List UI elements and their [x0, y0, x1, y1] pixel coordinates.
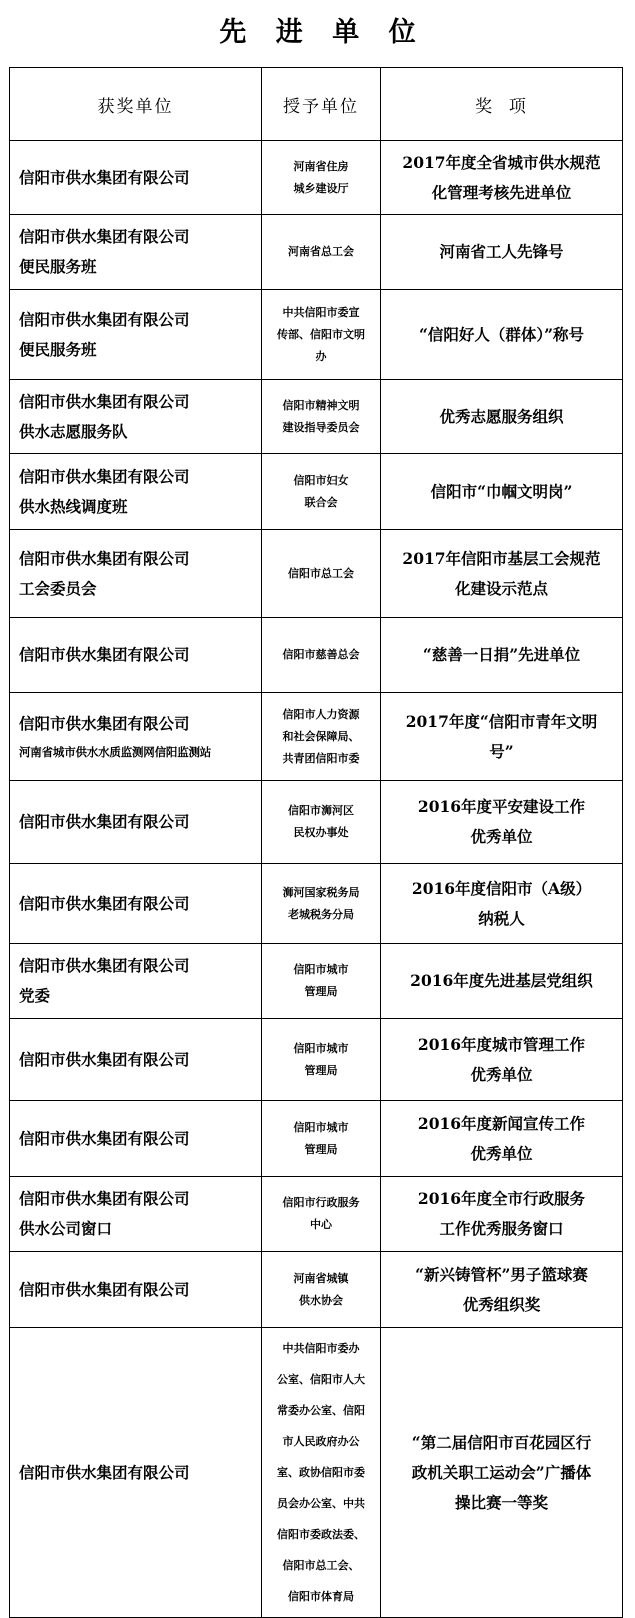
award-line: 2016年度先进基层党组织 — [410, 971, 593, 990]
award-line: 2016年度信阳市（A级） — [411, 878, 592, 898]
grantor-line: 信阳市慈善总会 — [282, 648, 360, 661]
award-line: 优秀单位 — [470, 1143, 533, 1163]
grantor-line: 信阳市妇女 — [293, 473, 349, 487]
grantor-line: 管理局 — [304, 1142, 338, 1156]
award-cell — [381, 380, 623, 454]
table-row — [10, 781, 623, 864]
table-row — [10, 693, 623, 781]
award-line: 操比赛一等奖 — [454, 1492, 548, 1512]
recipient-cell — [10, 693, 262, 781]
grantor-line: 老城税务分局 — [288, 907, 354, 921]
award-line: 2017年信阳市基层工会规范 — [402, 548, 601, 568]
award-cell — [381, 454, 623, 530]
award-cell — [381, 1101, 623, 1177]
grantor-line: 共青团信阳市委 — [282, 751, 360, 765]
grantor-line: 中心 — [310, 1218, 332, 1231]
recipient-line: 信阳市供水集团有限公司 — [19, 309, 190, 329]
table-body — [10, 141, 623, 1618]
grantor-line: 信阳市总工会 — [288, 566, 354, 580]
table-row — [10, 1252, 623, 1328]
grantor-line: 信阳市城市 — [293, 1120, 349, 1134]
recipient-line: 信阳市供水集团有限公司 — [19, 1049, 190, 1069]
grantor-line: 室、政协信阳市委 — [277, 1466, 365, 1479]
grantor-cell — [262, 1101, 381, 1177]
grantor-cell — [262, 944, 381, 1019]
award-cell — [381, 864, 623, 944]
grantor-line: 信阳市行政服务 — [282, 1196, 360, 1209]
grantor-line: 员会办公室、中共 — [277, 1497, 365, 1510]
award-line: 河南省工人先锋号 — [439, 242, 564, 261]
grantor-line: 城乡建设厅 — [293, 181, 349, 195]
award-cell — [381, 693, 623, 781]
grantor-line: 信阳市体育局 — [288, 1590, 354, 1603]
grantor-line: 河南省住房 — [293, 159, 349, 173]
table-row — [10, 141, 623, 215]
table-row — [10, 1019, 623, 1101]
award-line: 2016年度城市管理工作 — [417, 1034, 586, 1054]
award-line: 信阳市“巾帼文明岗” — [430, 481, 573, 501]
award-line: “第二届信阳市百花园区行 — [411, 1432, 592, 1452]
grantor-line: 信阳市总工会、 — [282, 1559, 360, 1572]
recipient-line: 供水志愿服务队 — [19, 421, 128, 441]
grantor-line: 管理局 — [304, 985, 338, 998]
grantor-line: 联合会 — [304, 495, 338, 509]
grantor-line: 民权办事处 — [293, 826, 349, 839]
header-award: 奖 项 — [381, 68, 623, 141]
recipient-cell — [10, 530, 262, 618]
recipient-cell — [10, 1101, 262, 1177]
award-line: 工作优秀服务窗口 — [439, 1219, 564, 1238]
award-line: “新兴铸管杯”男子篮球赛 — [415, 1264, 588, 1284]
grantor-line: 信阳市城市 — [293, 1041, 349, 1055]
award-line: 2017年度“信阳市青年文明 — [405, 711, 598, 731]
recipient-line: 便民服务班 — [19, 339, 97, 359]
header-recipient: 获奖单位 — [10, 68, 262, 141]
recipient-line: 信阳市供水集团有限公司 — [19, 167, 190, 187]
recipient-line: 信阳市供水集团有限公司 — [19, 227, 190, 246]
award-cell — [381, 944, 623, 1019]
recipient-cell — [10, 864, 262, 944]
recipient-cell — [10, 618, 262, 693]
grantor-line: 常委办公室、信阳 — [277, 1404, 365, 1417]
recipient-cell — [10, 1019, 262, 1101]
grantor-line: 信阳市人力资源 — [282, 707, 360, 721]
table-row — [10, 618, 623, 693]
header-grantor: 授予单位 — [262, 68, 381, 141]
grantor-line: 浉河国家税务局 — [282, 885, 360, 899]
award-line: 2016年度全市行政服务 — [417, 1189, 586, 1208]
table-row — [10, 864, 623, 944]
table-row — [10, 215, 623, 290]
table-row — [10, 290, 623, 380]
recipient-cell — [10, 454, 262, 530]
award-line: 优秀组织奖 — [462, 1294, 541, 1314]
page-title: 先 进 单 位 — [219, 16, 426, 48]
grantor-cell — [262, 693, 381, 781]
grantor-cell — [262, 618, 381, 693]
award-cell — [381, 290, 623, 380]
award-cell — [381, 1328, 623, 1618]
grantor-cell — [262, 290, 381, 380]
recipient-cell — [10, 944, 262, 1019]
grantor-line: 公室、信阳市人大 — [277, 1373, 365, 1386]
recipient-line: 信阳市供水集团有限公司 — [19, 548, 190, 568]
recipient-cell — [10, 1252, 262, 1328]
recipient-line: 信阳市供水集团有限公司 — [19, 645, 190, 664]
grantor-cell — [262, 141, 381, 215]
grantor-line: 建设指导委员会 — [282, 420, 360, 434]
award-line: 2016年度平安建设工作 — [417, 797, 586, 816]
award-cell — [381, 1252, 623, 1328]
grantor-cell — [262, 530, 381, 618]
recipient-line: 信阳市供水集团有限公司 — [19, 1189, 190, 1208]
award-cell — [381, 1177, 623, 1252]
grantor-cell — [262, 1328, 381, 1618]
grantor-line: 和社会保障局、 — [282, 729, 360, 743]
recipient-line: 供水公司窗口 — [19, 1219, 113, 1238]
grantor-line: 管理局 — [304, 1063, 338, 1077]
award-line: 化管理考核先进单位 — [431, 182, 572, 202]
award-cell — [381, 215, 623, 290]
grantor-line: 信阳市浉河区 — [288, 804, 354, 817]
recipient-cell — [10, 1328, 262, 1618]
grantor-cell — [262, 1019, 381, 1101]
award-cell — [381, 618, 623, 693]
grantor-cell — [262, 864, 381, 944]
recipient-cell — [10, 1177, 262, 1252]
grantor-line: 信阳市精神文明 — [282, 398, 360, 412]
award-line: 2017年度全省城市供水规范 — [402, 152, 601, 172]
grantor-line: 信阳市城市 — [293, 963, 349, 976]
recipient-line: 工会委员会 — [19, 578, 97, 598]
table-row — [10, 380, 623, 454]
recipient-line: 信阳市供水集团有限公司 — [19, 956, 190, 975]
recipient-line: 信阳市供水集团有限公司 — [19, 812, 190, 831]
grantor-cell — [262, 781, 381, 864]
award-cell — [381, 141, 623, 215]
grantor-line: 信阳市委政法委、 — [277, 1528, 365, 1541]
award-cell — [381, 1019, 623, 1101]
grantor-line: 河南省城镇 — [293, 1271, 349, 1285]
grantor-cell — [262, 380, 381, 454]
table-row — [10, 454, 623, 530]
award-line: 纳税人 — [478, 908, 525, 928]
recipient-line: 河南省城市供水水质监测网信阳监测站 — [19, 744, 212, 759]
recipient-line: 信阳市供水集团有限公司 — [19, 1462, 190, 1482]
recipient-line: 信阳市供水集团有限公司 — [19, 893, 190, 913]
awards-table — [9, 67, 623, 1618]
table-row — [10, 530, 623, 618]
recipient-line: 信阳市供水集团有限公司 — [19, 391, 190, 411]
grantor-line: 中共信阳市委宣 — [282, 305, 360, 319]
recipient-line: 便民服务班 — [19, 257, 97, 276]
recipient-line: 信阳市供水集团有限公司 — [19, 713, 190, 733]
recipient-cell — [10, 215, 262, 290]
table-row — [10, 1328, 623, 1618]
recipient-line: 信阳市供水集团有限公司 — [19, 1128, 190, 1148]
grantor-line: 市人民政府办公 — [282, 1435, 360, 1448]
table-row — [10, 1101, 623, 1177]
recipient-cell — [10, 781, 262, 864]
grantor-cell — [262, 1252, 381, 1328]
award-line: 化建设示范点 — [454, 578, 548, 598]
table-row — [10, 1177, 623, 1252]
grantor-line: 中共信阳市委办 — [282, 1342, 360, 1355]
recipient-cell — [10, 141, 262, 215]
award-line: 号” — [489, 741, 514, 761]
grantor-line: 供水协会 — [299, 1293, 343, 1307]
recipient-cell — [10, 380, 262, 454]
award-line: “慈善一日捐”先进单位 — [422, 645, 581, 664]
award-line: 优秀单位 — [470, 827, 533, 846]
recipient-line: 信阳市供水集团有限公司 — [19, 466, 190, 486]
table-row — [10, 944, 623, 1019]
award-cell — [381, 530, 623, 618]
award-line: 政机关职工运动会”广播体 — [411, 1462, 592, 1482]
grantor-line: 传部、信阳市文明 — [277, 327, 365, 341]
recipient-line: 信阳市供水集团有限公司 — [19, 1279, 190, 1299]
recipient-line: 供水热线调度班 — [19, 496, 128, 516]
grantor-line: 河南省总工会 — [288, 245, 354, 258]
award-line: 2016年度新闻宣传工作 — [417, 1113, 586, 1133]
award-line: 优秀志愿服务组织 — [439, 406, 564, 426]
grantor-cell — [262, 215, 381, 290]
grantor-line: 办 — [315, 349, 327, 363]
award-line: “信阳好人（群体）”称号 — [418, 324, 585, 344]
grantor-cell — [262, 454, 381, 530]
award-line: 优秀单位 — [470, 1064, 533, 1084]
grantor-cell — [262, 1177, 381, 1252]
table-header-row — [10, 68, 623, 141]
recipient-line: 党委 — [19, 986, 51, 1005]
award-cell — [381, 781, 623, 864]
recipient-cell — [10, 290, 262, 380]
